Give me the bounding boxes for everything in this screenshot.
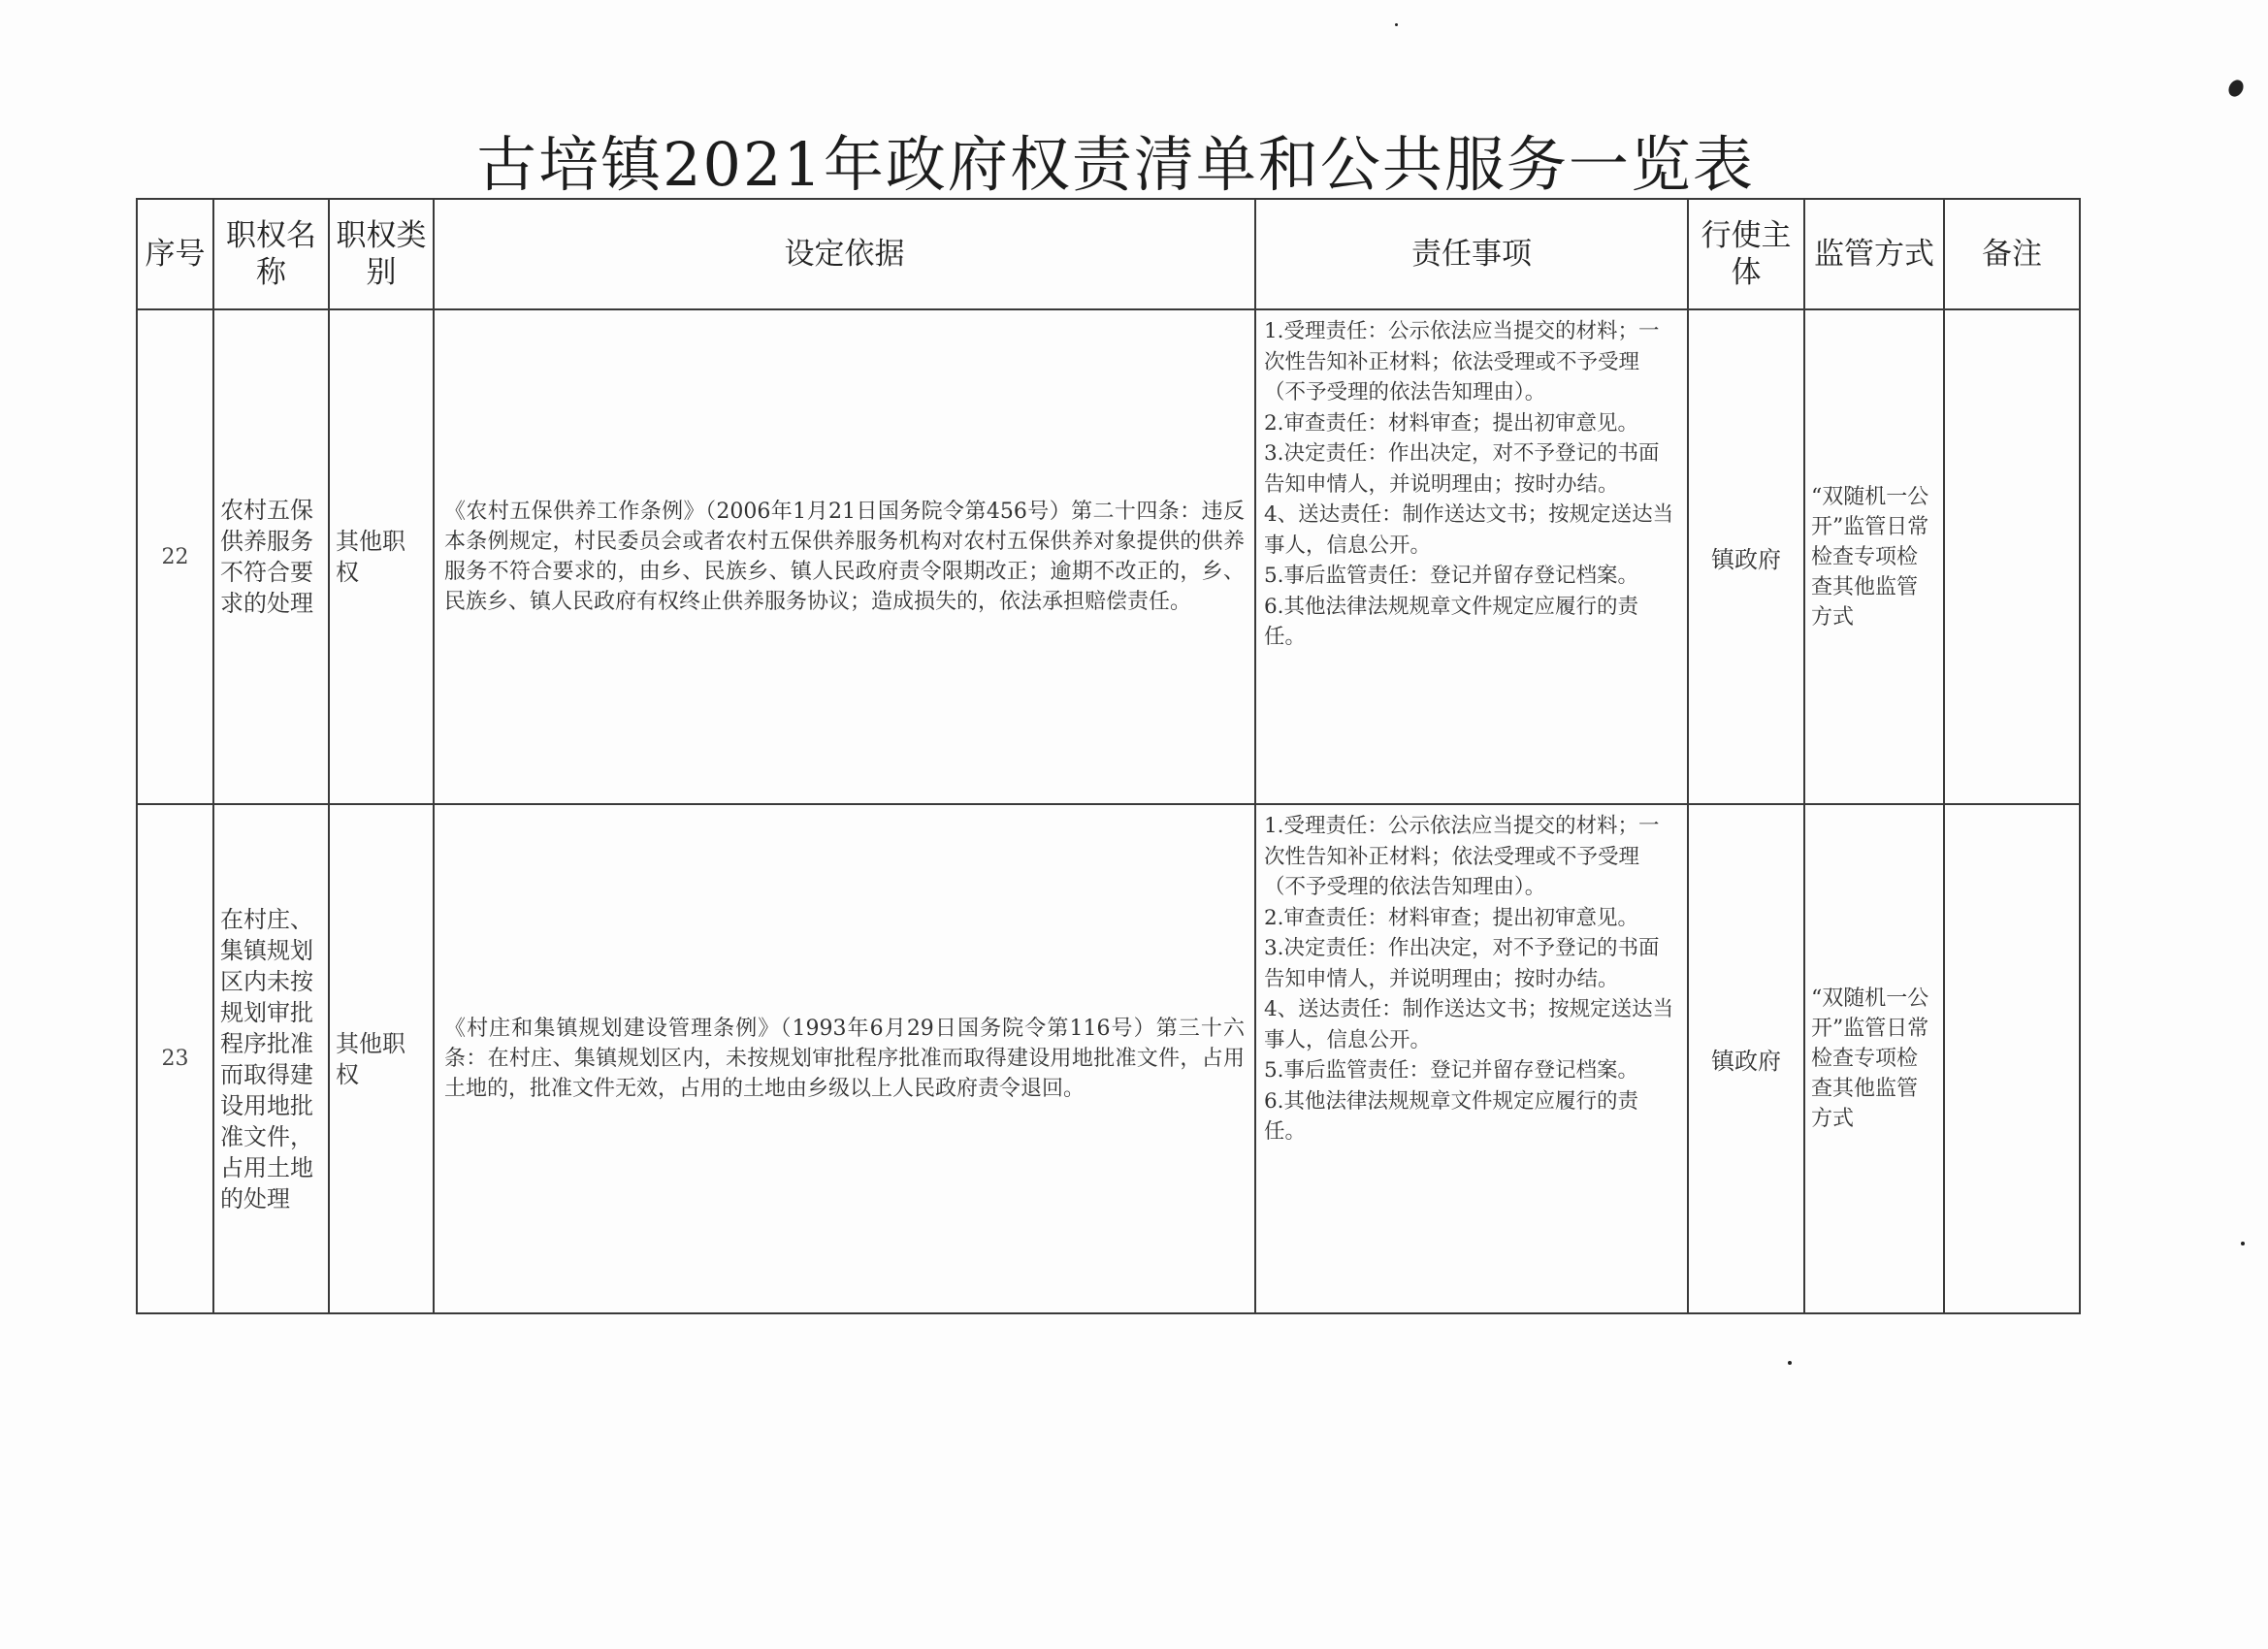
- duty-item: 2.审查责任：材料审查；提出初审意见。: [1264, 410, 1639, 436]
- executing-body: 镇政府: [1688, 804, 1804, 1313]
- duty-item: 4、送达责任：制作送达文书；按规定送达当事人，信息公开。: [1264, 502, 1674, 558]
- power-name: 农村五保供养服务不符合要求的处理: [213, 309, 329, 804]
- header-type: 职权类别: [329, 199, 434, 309]
- table-row: [137, 309, 2080, 804]
- duty-item: 5.事后监管责任：登记并留存登记档案。: [1264, 1058, 1639, 1083]
- remark: [1944, 309, 2080, 804]
- duty-item: 3.决定责任：作出决定，对不予登记的书面告知申情人，并说明理由；按时办结。: [1264, 441, 1660, 497]
- header-no: 序号: [137, 199, 213, 309]
- scan-speck: [1395, 23, 1398, 26]
- power-type: 其他职权: [329, 309, 434, 804]
- table-row: [137, 804, 2080, 1313]
- header-name: 职权名称: [213, 199, 329, 309]
- power-name: 在村庄、集镇规划区内未按规划审批程序批准而取得建设用地批准文件，占用土地的处理: [213, 804, 329, 1313]
- remark: [1944, 804, 2080, 1313]
- row-number: 23: [137, 804, 213, 1313]
- responsibility-items: [1255, 804, 1688, 1313]
- legal-basis: 《村庄和集镇规划建设管理条例》（1993年6月29日国务院令第116号）第三十六条：在村庄、集镇规划区内，未按规划审批程序批准而取得建设用地批准文件，占用土地的，批准文件无效，占用的土地由乡级以上人民政府责令退回。: [434, 804, 1255, 1313]
- header-duty: 责任事项: [1255, 199, 1688, 309]
- scan-speck: [1788, 1361, 1792, 1365]
- row-number: 22: [137, 309, 213, 804]
- power-type: 其他职权: [329, 804, 434, 1313]
- responsibility-items: [1255, 309, 1688, 804]
- page-title: 古培镇2021年政府权责清单和公共服务一览表: [476, 129, 1755, 200]
- duty-item: 6.其他法律法规规章文件规定应履行的责任。: [1264, 1088, 1639, 1144]
- table-header-row: [137, 199, 2080, 309]
- duty-item: 3.决定责任：作出决定，对不予登记的书面告知申情人，并说明理由；按时办结。: [1264, 936, 1660, 991]
- supervision-method: “双随机一公开”监管日常检查专项检查其他监管方式: [1804, 804, 1944, 1313]
- supervision-method: “双随机一公开”监管日常检查专项检查其他监管方式: [1804, 309, 1944, 804]
- duty-item: 1.受理责任：公示依法应当提交的材料；一次性告知补正材料；依法受理或不予受理（不予受理的依法告知理由）。: [1264, 814, 1660, 899]
- power-list-table: [136, 198, 2081, 1314]
- executing-body: 镇政府: [1688, 309, 1804, 804]
- scan-speck: [2225, 78, 2246, 100]
- duty-item: 2.审查责任：材料审查；提出初审意见。: [1264, 905, 1639, 930]
- duty-item: 6.其他法律法规规章文件规定应履行的责任。: [1264, 594, 1639, 649]
- scan-speck: [2241, 1242, 2245, 1245]
- duty-item: 1.受理责任：公示依法应当提交的材料；一次性告知补正材料；依法受理或不予受理（不予受理的依法告知理由）。: [1264, 319, 1660, 404]
- header-supervision: 监管方式: [1804, 199, 1944, 309]
- duty-item: 4、送达责任：制作送达文书；按规定送达当事人，信息公开。: [1264, 997, 1674, 1052]
- legal-basis: 《农村五保供养工作条例》（2006年1月21日国务院令第456号）第二十四条：违反本条例规定，村民委员会或者农村五保供养服务机构对农村五保供养对象提供的供养服务不符合要求的，由乡、民族乡、镇人民政府责令限期改正；逾期不改正的，乡、民族乡、镇人民政府有权终止供养服务协议；造成损失的，依法承担赔偿责任。: [434, 309, 1255, 804]
- header-basis: 设定依据: [434, 199, 1255, 309]
- header-subject: 行使主体: [1688, 199, 1804, 309]
- header-note: 备注: [1944, 199, 2080, 309]
- duty-item: 5.事后监管责任：登记并留存登记档案。: [1264, 564, 1639, 588]
